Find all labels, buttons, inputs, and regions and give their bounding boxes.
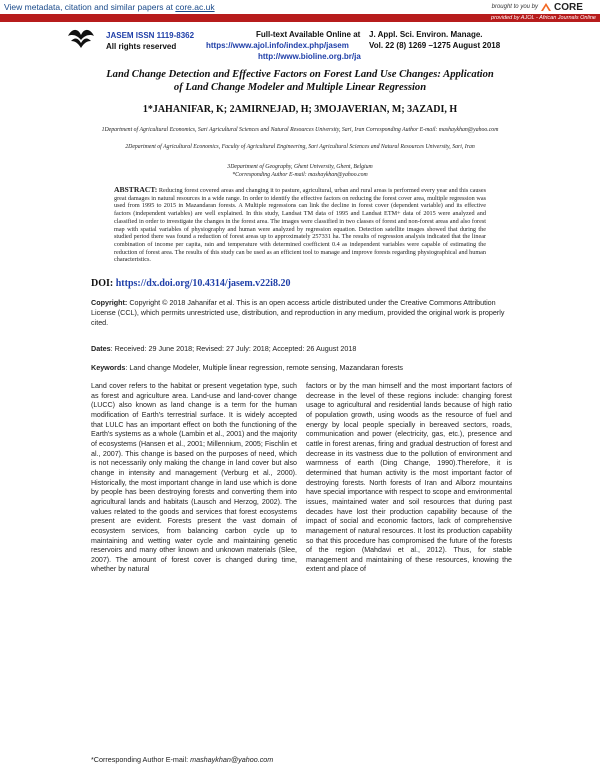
doi-link[interactable]: https://dx.doi.org/10.4314/jasem.v22i8.20 — [115, 278, 291, 289]
core-logo[interactable] — [541, 3, 596, 13]
affiliation-1: 1Department of Agricultural Economics, Sari Agricultural Sciences and Natural Resources University, Sari, Iran Corresponding Author E-mail: mashaykhan@yahoo.com — [101, 127, 499, 133]
paper-title — [70, 68, 530, 94]
abstract-text: Reducing forest covered areas and changing it to pasture, agricultural, urban and rural areas is performed every year and this causes great damages in natural resources in a wide range. In order to identify the effective factors on reducing the forest cover area, multiple regression was used from 1995 to 2015 in Mazandaran forests. A Multiple regressions can link the decline in forest cover (dependent variable) and its effective factors (independent variables) are well explained. In this study, Landsat TM data of 1995 and Landsat ETM+ data of 2015 were analyzed and classified in order to investigate the changes in the forest area. The images were classified in two classes of forest and non-forest areas and also forest map with spatial variables of physiography and human were analyzed by regression equation. Detection satellite images showed that during the studied period there was found a reduction of forest areas up to approximately 257331 ha. The results of regression analysis indicated that the linear combination of income per capita, rain and temperature with determined coefficient 0.4 as independent variables were capable of estimating the reduction of forest area. The results of this study can be used as an efficient tool to manage and improve forests regarding physiographical and human characteristics. — [114, 187, 486, 264]
copyright-notice — [91, 298, 511, 328]
copyright-label: Copyright: — [91, 298, 128, 307]
corresp-email: mashaykhan@yahoo.com — [190, 755, 274, 764]
title-line-1: Land Change Detection and Effective Factors on Forest Land Use Changes: Application — [106, 69, 494, 80]
body-column-left: Land cover refers to the habitat or present vegetation type, such as forest and agriculture area. Land-use and land-cover change (LUCC) also known as land change is a term for the human modification of Earth's terrestrial surface. It is widely accepted that LULC has an important effect on both the functioning of the Earth's systems as a whole (Lambin et al., 2001) and the majority of ecosystems (Hansen et al., 2001; Millennium, 2005; Fischlin et al., 2007). This change is based on the purposes of need, which is not necessarily only making the change in land cover but also change in intensity and management (Verburg et al., 2000). Historically, the most important change in land use which is done by people has been destroying forests and converting them into agricultural lands and habitats (Lausch and Herzog, 2002). The values related to the goods and services that forest ecosystems present are evident. Forests present the vast domain of ecosystem services, from balancing carbon cycle up to maintaining and wetting water cycle and maintaining genetic reservoirs and many other known and unknown materials (Slee, 2007). The amount of forest cover is changed during time, whether by natural — [91, 382, 297, 574]
core-mark-icon — [541, 3, 551, 13]
bioline-url-link[interactable]: http://www.bioline.org.br/ja — [258, 52, 361, 61]
doi-line — [91, 278, 290, 289]
dates-text: : Received: 29 June 2018; Revised: 27 July: 2018; Accepted: 26 August 2018 — [110, 344, 357, 353]
title-line-2: of Land Change Modeler and Multiple Linear Regression — [173, 82, 427, 93]
keywords-line — [91, 363, 403, 372]
core-link[interactable]: core.ac.uk — [175, 2, 215, 12]
journal-name: J. Appl. Sci. Environ. Manage. — [369, 30, 483, 39]
abstract — [114, 186, 486, 264]
fulltext-label: Full-text Available Online at — [256, 30, 361, 39]
journal-volume: Vol. 22 (8) 1269 –1275 August 2018 — [369, 41, 501, 50]
view-link-prefix: View metadata, citation and similar papers at — [4, 2, 176, 12]
body-column-right: factors or by the man himself and the most important factors of decrease in the level of these regions include: changing forest usage to agricultural and residential lands because of high ratio of population growth, using woods as the resource of fuel and energy by local people specially in bereaved sectors, roads, communication and power (electricity, gas, etc.), presence and cattle in forest arenas, firing and gradual destruction of forest and decrease in its vastness due to the pollution of environment and warmness of earth (Ding Change, 1990).Therefore, it is determined that human activity is the most important factor of destroying forests. North forests of Iran and Alborz mountains have special importance with respect to scope and environmental issues, maintained water and soil resources that during past decades have lost their production capability because of the impact of social and economic factors, lack of comprehensive management of natural resources. It lost its production capability so that this procedure has compromised the future of the forests of the region (Mahdavi et al., 2012). Thus, for stable management and maintaining of these resources, knowing the extent and place of — [306, 382, 512, 574]
paper-authors: 1*JAHANIFAR, K; 2AMIRNEJAD, H; 3MOJAVERIAN, M; 3AZADI, H — [142, 104, 458, 115]
corresp-prefix: *Corresponding Author E-mail: — [91, 755, 191, 764]
abstract-label: ABSTRACT: — [114, 185, 158, 194]
keywords-label: Keywords — [91, 363, 126, 372]
rights-reserved: All rights reserved — [106, 42, 177, 51]
keywords-text: : Land change Modeler, Multiple linear regression, remote sensing, Mazandaran forests — [125, 363, 404, 372]
core-logo-text: CORE — [554, 2, 583, 13]
view-metadata-text — [4, 2, 215, 12]
jasem-logo-icon — [66, 26, 96, 50]
brought-to-you-text: brought to you by — [491, 4, 538, 10]
affiliation-2: 2Department of Agricultural Economics, Faculty of Agricultural Engineering, Sari Agricultural Sciences and Natural Resources University, Sari, Iran — [125, 144, 475, 150]
corresponding-email-line: *Corresponding Author E-mail: mashaykhan@yahoo.com — [232, 172, 368, 178]
dates-line — [91, 344, 356, 353]
corresponding-author-footnote — [91, 755, 273, 764]
doi-label: DOI: — [91, 278, 116, 289]
core-banner — [0, 0, 600, 22]
dates-label: Dates — [91, 344, 111, 353]
provided-by-text: provided by AJOL - African Journals Online — [491, 15, 596, 21]
ajol-url-link[interactable]: https://www.ajol.info/index.php/jasem — [206, 41, 349, 50]
affiliation-3-line: 3Department of Geography, Ghent University, Ghent, Belgium — [227, 164, 373, 170]
copyright-text: Copyright © 2018 Jahanifar et al. This is an open access article distributed under the Creative Commons Attribution License (CCL), which permits unrestricted use, distribution, and reproduction in any medium, provided the original work is properly cited. — [91, 298, 505, 327]
affiliation-3 — [88, 163, 512, 179]
journal-issn: JASEM ISSN 1119-8362 — [106, 31, 195, 40]
